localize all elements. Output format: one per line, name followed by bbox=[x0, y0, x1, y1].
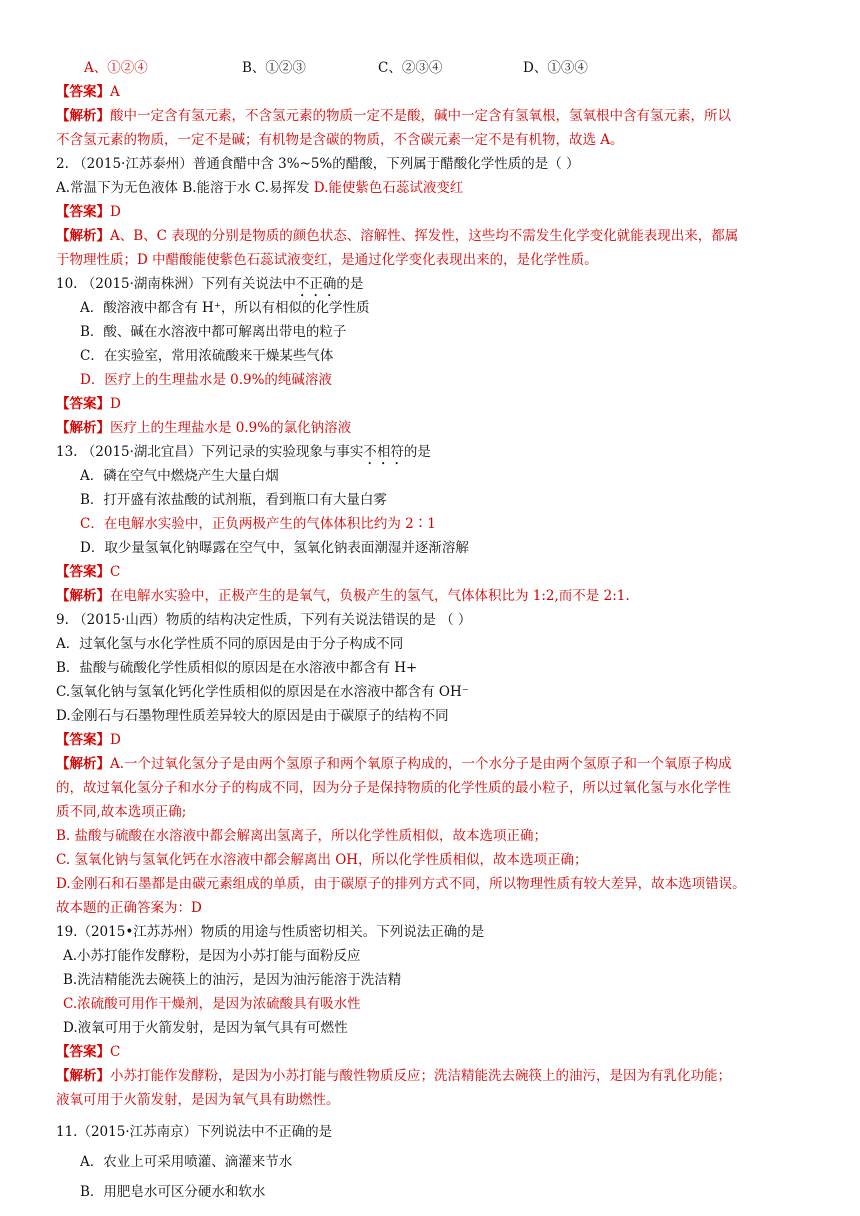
stem-text: 13. （2015·湖北宜昌）下列记录的实验现象与事实 bbox=[56, 444, 364, 460]
option-b: B、①②③ bbox=[242, 60, 306, 76]
answer-tag: 【答案】 bbox=[56, 84, 110, 100]
option-d: D、①③④ bbox=[523, 60, 588, 76]
question-11-stem: 11.（2015·江苏南京）下列说法中不正确的是 bbox=[56, 1124, 333, 1140]
analysis-text-cont: D.金刚石和石墨都是由碳元素组成的单质，由于碳原子的排列方式不同，所以物理性质有较大差异，故本选项错误。 bbox=[56, 876, 746, 892]
top-options-row bbox=[56, 58, 816, 78]
analysis-tag: 【解析】 bbox=[56, 420, 110, 436]
option-b: B．酸、碱在水溶液中都可解离出带电的粒子 bbox=[80, 324, 347, 340]
option-a: A.小苏打能作发酵粉，是因为小苏打能与面粉反应 bbox=[63, 948, 361, 964]
stem-text: 10. （2015·湖南株洲）下列有关说法中 bbox=[56, 276, 296, 292]
answer-tag: 【答案】 bbox=[56, 204, 110, 220]
option-a: A．酸溶液中都含有 H⁺，所以有相似的化学性质 bbox=[80, 300, 370, 316]
question-2-stem: 2. （2015·江苏泰州）普通食醋中含 3%~5%的醋酸，下列属于醋酸化学性质的是（ ） bbox=[56, 156, 580, 172]
analysis-line bbox=[56, 106, 816, 126]
answer-value: C bbox=[110, 1044, 121, 1060]
answer-line bbox=[56, 82, 816, 102]
option-b: B．打开盛有浓盐酸的试剂瓶，看到瓶口有大量白雾 bbox=[80, 492, 387, 508]
option-d: D．医疗上的生理盐水是 0.9%的纯碱溶液 bbox=[80, 372, 332, 388]
analysis-text-cont: 故本题的正确答案为：D bbox=[56, 900, 202, 916]
answer-value: D bbox=[110, 396, 121, 412]
analysis-text: 在电解水实验中，正极产生的是氧气，负极产生的氢气，气体体积比为 1:2,而不是 2:1. bbox=[110, 588, 630, 604]
answer-line bbox=[56, 394, 816, 414]
emphasis-text: 不相符 bbox=[363, 444, 404, 460]
answer-line bbox=[56, 562, 816, 582]
question-10-stem bbox=[56, 274, 816, 294]
stem-text: 的是 bbox=[403, 444, 431, 460]
analysis-text: 小苏打能作发酵粉，是因为小苏打能与酸性物质反应；洗洁精能洗去碗筷上的油污，是因为有乳化功能； bbox=[110, 1068, 731, 1084]
analysis-tag: 【解析】 bbox=[56, 756, 110, 772]
analysis-line bbox=[56, 754, 816, 774]
answer-line bbox=[56, 202, 816, 222]
question-9-stem: 9. （2015·山西）物质的结构决定性质，下列有关说法错误的是 （ ） bbox=[56, 612, 472, 628]
option-d: D．取少量氢氧化钠曝露在空气中，氢氧化钠表面潮湿并逐渐溶解 bbox=[80, 540, 469, 556]
analysis-tag: 【解析】 bbox=[56, 1068, 110, 1084]
question-19-stem: 19.（2015•江苏苏州）物质的用途与性质密切相关。下列说法正确的是 bbox=[56, 924, 485, 940]
analysis-text-cont: 不含氢元素的物质，一定不是碱；有机物是含碳的物质，不含碳元素一定不是有机物，故选 A。 bbox=[56, 132, 624, 148]
option-a: A．过氧化氢与水化学性质不同的原因是由于分子构成不同 bbox=[56, 636, 404, 652]
answer-line bbox=[56, 1042, 816, 1062]
analysis-line bbox=[56, 1066, 816, 1086]
analysis-text: 医疗上的生理盐水是 0.9%的氯化钠溶液 bbox=[110, 420, 352, 436]
answer-value: C bbox=[110, 564, 121, 580]
option-d: D.液氧可用于火箭发射，是因为氧气具有可燃性 bbox=[63, 1020, 348, 1036]
analysis-text-cont: B. 盐酸与硫酸在水溶液中都会解离出氢离子，所以化学性质相似，故本选项正确； bbox=[56, 828, 548, 844]
option-c: C、②③④ bbox=[378, 60, 443, 76]
answer-value: A bbox=[110, 84, 120, 100]
option-b: B．盐酸与硫酸化学性质相似的原因是在水溶液中都含有 H+ bbox=[56, 660, 418, 676]
analysis-text-cont: 液氧可用于火箭发射，是因为氧气具有助燃性。 bbox=[56, 1092, 340, 1108]
answer-tag: 【答案】 bbox=[56, 396, 110, 412]
answer-tag: 【答案】 bbox=[56, 564, 110, 580]
analysis-text-cont: 于物理性质；D 中醋酸能使紫色石蕊试液变红，是通过化学变化表现出来的，是化学性质。 bbox=[56, 252, 598, 268]
option-c: C.氢氧化钠与氢氧化钙化学性质相似的原因是在水溶液中都含有 OH⁻ bbox=[56, 684, 469, 700]
option-c: C.浓硫酸可用作干燥剂，是因为浓硫酸具有吸水性 bbox=[63, 996, 361, 1012]
analysis-line bbox=[56, 586, 816, 606]
answer-tag: 【答案】 bbox=[56, 1044, 110, 1060]
analysis-text-cont: 质不同,故本选项正确; bbox=[56, 804, 187, 820]
stem-text: 的是 bbox=[336, 276, 364, 292]
answer-line bbox=[56, 730, 816, 750]
analysis-text: 酸中一定含有氢元素，不含氢元素的物质一定不是酸，碱中一定含有氢氧根，氢氧根中含有氢元素，所以 bbox=[110, 108, 731, 124]
analysis-text: A.一个过氧化氢分子是由两个氢原子和两个氧原子构成的，一个水分子是由两个氢原子和一个氧原子构成 bbox=[110, 756, 732, 772]
option-a: A．磷在空气中燃烧产生大量白烟 bbox=[80, 468, 279, 484]
answer-value: D bbox=[110, 732, 121, 748]
option-abc: A.常温下为无色液体 B.能溶于水 C.易挥发 bbox=[56, 180, 314, 196]
option-c: C．在电解水实验中，正负两极产生的气体体积比约为 2∶1 bbox=[80, 516, 436, 532]
option-d: D.金刚石与石墨物理性质差异较大的原因是由于碳原子的结构不同 bbox=[56, 708, 449, 724]
analysis-tag: 【解析】 bbox=[56, 108, 110, 124]
analysis-text-cont: C. 氢氧化钠与氢氧化钙在水溶液中都会解离出 OH，所以化学性质相似，故本选项正确； bbox=[56, 852, 588, 868]
option-b: B．用肥皂水可区分硬水和软水 bbox=[80, 1184, 266, 1200]
analysis-line bbox=[56, 226, 816, 246]
analysis-text: A、B、C 表现的分别是物质的颜色状态、溶解性、挥发性，这些均不需发生化学变化就能表现出来，都属 bbox=[110, 228, 739, 244]
option-a: A、①②④ bbox=[84, 60, 148, 76]
question-2-options bbox=[56, 178, 816, 198]
option-d: D.能使紫色石蕊试液变红 bbox=[313, 180, 464, 196]
emphasis-text: 不正确 bbox=[295, 276, 337, 292]
analysis-text-cont: 的，故过氧化氢分子和水分子的构成不同，因为分子是保持物质的化学性质的最小粒子，所以过氧化氢与水化学性 bbox=[56, 780, 731, 796]
option-c: C．在实验室，常用浓硫酸来干燥某些气体 bbox=[80, 348, 334, 364]
analysis-line bbox=[56, 418, 816, 438]
analysis-tag: 【解析】 bbox=[56, 228, 110, 244]
option-a: A．农业上可采用喷灌、滴灌来节水 bbox=[80, 1154, 293, 1170]
answer-tag: 【答案】 bbox=[56, 732, 110, 748]
analysis-tag: 【解析】 bbox=[56, 588, 110, 604]
question-13-stem bbox=[56, 442, 816, 462]
option-b: B.洗洁精能洗去碗筷上的油污，是因为油污能溶于洗洁精 bbox=[63, 972, 402, 988]
answer-value: D bbox=[110, 204, 121, 220]
